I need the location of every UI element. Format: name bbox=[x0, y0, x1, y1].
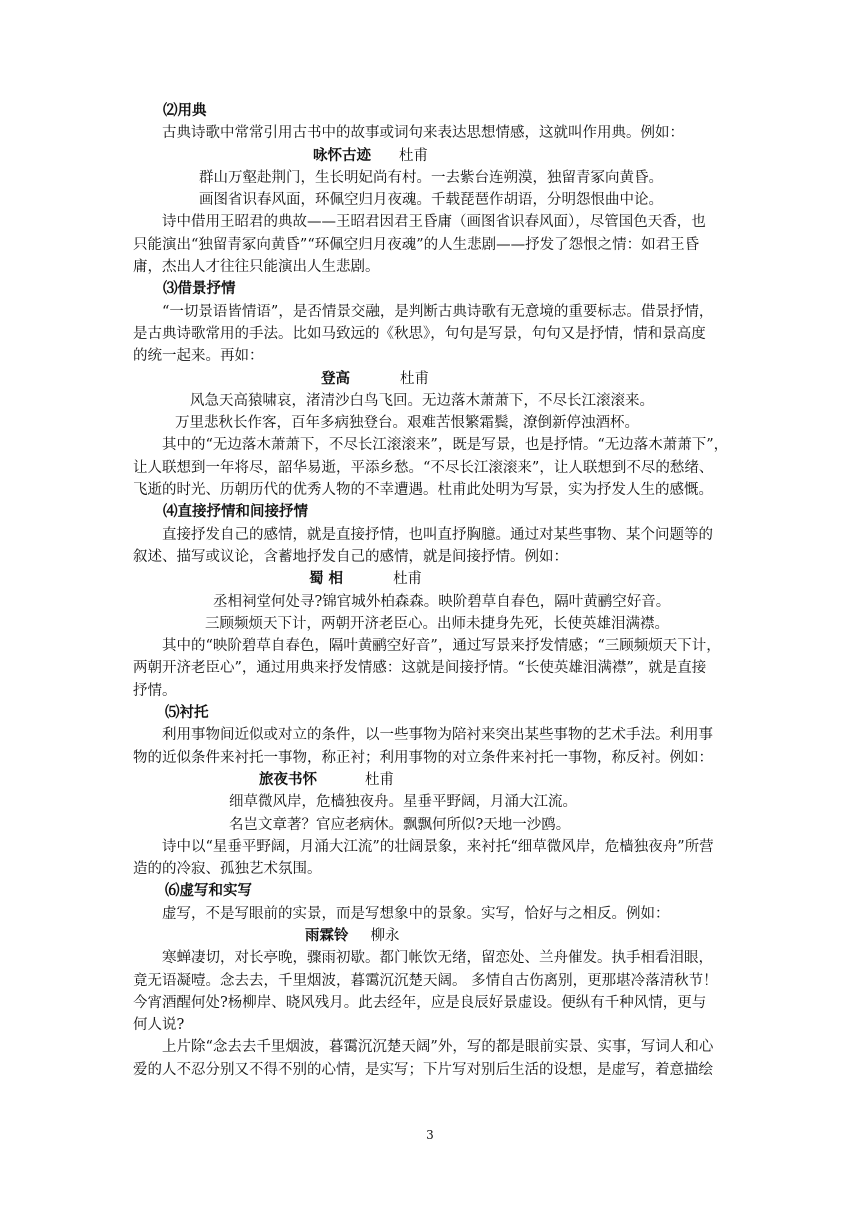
paragraph-line: 飞逝的时光、历朝历代的优秀人物的不幸遭遇。杜甫此处明为写景，实为抒发人生的感慨。 bbox=[133, 482, 713, 499]
paragraph-line: 叙述、描写或议论，含蓄地抒发自己的感情，就是间接抒情。例如： bbox=[133, 548, 568, 565]
paragraph-line: 诗中以“星垂平野阔，月涌大江流”的壮阔景象，来衬托“细草微风岸，危樯独夜舟”所营 bbox=[162, 838, 714, 855]
poem-author: 杜甫 bbox=[393, 571, 423, 588]
poem-title: 咏怀古迹 bbox=[313, 146, 371, 164]
section-heading: ⑷直接抒情和间接抒情 bbox=[163, 503, 308, 521]
poem-heading bbox=[133, 769, 733, 791]
section-heading: ⑸衬托 bbox=[165, 704, 209, 722]
poem-body-line: 寒蝉凄切，对长亭晚，骤雨初歇。都门帐饮无绪，留恋处、兰舟催发。执手相看泪眼， bbox=[162, 950, 713, 967]
poem-body-line: 何人说? bbox=[133, 1017, 185, 1034]
poem-author: 柳永 bbox=[370, 927, 400, 944]
section-heading: ⑵用典 bbox=[163, 102, 207, 119]
poem-title: 登高 bbox=[321, 369, 350, 387]
paragraph-line: 抒情。 bbox=[133, 682, 177, 699]
poem-line: 风急天高猿啸哀，渚清沙白鸟飞回。无边落木萧萧下，不尽长江滚滚来。 bbox=[190, 392, 654, 409]
poem-line: 万里悲秋长作客，百年多病独登台。艰难苦恨繁霜鬓，潦倒新停浊酒杯。 bbox=[175, 415, 639, 432]
poem-line: 群山万壑赴荆门，生长明妃尚有村。一去紫台连朔漠，独留青冢向黄昏。 bbox=[199, 169, 663, 186]
paragraph-line: 利用事物间近似或对立的条件，以一些事物为陪衬来突出某些事物的艺术手法。利用事 bbox=[162, 727, 713, 744]
poem-author: 杜甫 bbox=[400, 370, 429, 387]
poem-line: 画图省识春风面，环佩空归月夜魂。千载琵琶作胡语，分明怨恨曲中论。 bbox=[199, 192, 663, 209]
paragraph-line: 庸，杰出人才往往只能演出人生悲剧。 bbox=[133, 259, 380, 276]
poem-heading bbox=[133, 925, 733, 947]
poem-title: 旅夜书怀 bbox=[259, 770, 317, 788]
paragraph-line: 上片除“念去去千里烟波，暮霭沉沉楚天阔”外，写的都是眼前实景、实事，写词人和心 bbox=[162, 1039, 714, 1056]
paragraph-line: 物的近似条件来衬托一事物，称正衬；利用事物的对立条件来衬托一事物，称反衬。例如： bbox=[133, 749, 713, 766]
paragraph-line: 诗中借用王昭君的典故——王昭君因君王昏庸（画图省识春风面），尽管国色天香，也 bbox=[162, 214, 706, 231]
poem-heading bbox=[133, 368, 733, 390]
paragraph-line: 的统一起来。再如： bbox=[133, 348, 264, 365]
poem-author: 杜甫 bbox=[399, 147, 428, 164]
poem-body-line: 今宵酒醒何处?杨柳岸、晓风残月。此去经年，应是良辰好景虚设。便纵有千种风情，更与 bbox=[133, 994, 707, 1011]
poem-title: 雨霖铃 bbox=[305, 926, 349, 944]
paragraph-line: 直接抒发自己的感情，就是直接抒情，也叫直抒胸臆。通过对某些事物、某个问题等的 bbox=[162, 526, 713, 543]
section-heading: ⑹虚写和实写 bbox=[165, 882, 252, 900]
paragraph-line: 其中的“映阶碧草自春色，隔叶黄鹂空好音”，通过写景来抒发情感；“三顾频烦天下计， bbox=[162, 638, 721, 655]
document-body bbox=[133, 100, 733, 1081]
poem-author: 杜甫 bbox=[365, 771, 394, 788]
poem-heading bbox=[133, 145, 733, 167]
paragraph-line: 是古典诗歌常用的手法。比如马致远的《秋思》，句句是写景，句句又是抒情，情和景高度 bbox=[133, 325, 706, 342]
poem-title: 蜀 相 bbox=[309, 570, 344, 588]
paragraph-line: “一切景语皆情语”，是否情景交融，是判断古典诗歌有无意境的重要标志。借景抒情， bbox=[162, 303, 714, 320]
paragraph-line: 虚写，不是写眼前的实景，而是写想象中的景象。实写，恰好与之相反。例如： bbox=[162, 905, 670, 922]
paragraph-line: 其中的“无边落木萧萧下，不尽长江滚滚来”，既是写景，也是抒情。“无边落木萧萧下”， bbox=[162, 437, 729, 454]
section-heading: ⑶借景抒情 bbox=[163, 280, 236, 298]
poem-line: 细草微风岸，危樯独夜舟。星垂平野阔，月涌大江流。 bbox=[229, 794, 577, 811]
paragraph-line: 让人联想到一年将尽，韶华易逝，平添乡愁。“不尽长江滚滚来”，让人联想到不尽的愁绪、 bbox=[133, 459, 714, 476]
paragraph-line: 两朝开济老臣心”，通过用典来抒发情感：这就是间接抒情。“长使英雄泪满襟”，就是直接 bbox=[133, 660, 707, 677]
poem-body-line: 竟无语凝噎。念去去，千里烟波，暮霭沉沉楚天阔。 多情自古伤离别，更那堪冷落清秋节！ bbox=[133, 972, 718, 989]
paragraph-line: 只能演出“独留青冢向黄昏”“环佩空归月夜魂”的人生悲剧——抒发了怨恨之情：如君王昏 bbox=[133, 236, 700, 253]
poem-heading bbox=[133, 568, 733, 590]
paragraph-line: 古典诗歌中常常引用古书中的故事或词句来表达思想情感，这就叫作用典。例如： bbox=[162, 125, 684, 142]
poem-line: 三顾频烦天下计，两朝开济老臣心。出师未捷身先死，长使英雄泪满襟。 bbox=[205, 615, 669, 632]
paragraph-line: 造的的冷寂、孤独艺术氛围。 bbox=[133, 861, 322, 878]
poem-line: 名岂文章著？官应老病休。飘飘何所似?天地一沙鸥。 bbox=[229, 816, 571, 833]
paragraph-line: 爱的人不忍分别又不得不别的心情，是实写；下片写对别后生活的设想，是虚写，着意描绘 bbox=[133, 1061, 713, 1078]
poem-line: 丞相祠堂何处寻?锦官城外柏森森。映阶碧草自春色，隔叶黄鹂空好音。 bbox=[213, 593, 671, 610]
page-number: 3 bbox=[426, 1128, 434, 1142]
